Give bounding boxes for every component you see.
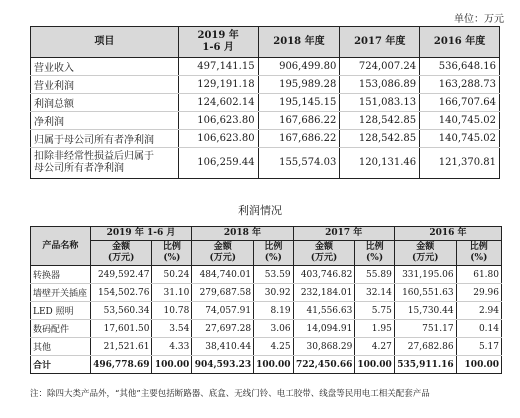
table-cell: 128,542.85	[340, 130, 420, 148]
table-cell: 38,410.44	[192, 338, 254, 356]
table-cell: 904,593.23	[192, 356, 254, 374]
column-header: 2016 年度	[420, 27, 500, 58]
table-cell: 4.25	[254, 338, 293, 356]
table-cell: 166,707.64	[420, 94, 500, 112]
table-cell: 155,574.03	[258, 148, 340, 179]
table-cell: 167,686.22	[258, 112, 340, 130]
table-cell: 32.14	[355, 284, 394, 302]
column-header: 2019 年 1-6 月	[178, 27, 258, 58]
row-label: 利润总额	[31, 94, 179, 112]
table-cell: 106,623.80	[178, 130, 258, 148]
row-label: 数码配件	[31, 320, 91, 338]
table-cell: 106,623.80	[178, 112, 258, 130]
table-cell: 279,687.58	[192, 284, 254, 302]
table-cell: 140,745.02	[420, 130, 500, 148]
row-label: 其他	[31, 338, 91, 356]
ratio-header: 比例 (%)	[355, 241, 394, 266]
amount-header: 金额 (万元)	[192, 241, 254, 266]
table-cell: 74,057.91	[192, 302, 254, 320]
table-cell: 160,551.63	[394, 284, 456, 302]
table-cell: 496,778.69	[90, 356, 152, 374]
table-cell: 100.00	[152, 356, 192, 374]
table-cell: 484,740.01	[192, 266, 254, 284]
row-label: 营业利润	[31, 76, 179, 94]
row-label: LED 照明	[31, 302, 91, 320]
table-cell: 50.24	[152, 266, 192, 284]
table-cell: 154,502.76	[90, 284, 152, 302]
row-label: 转换器	[31, 266, 91, 284]
table-cell: 55.89	[355, 266, 394, 284]
table-caption: 利润情况	[238, 204, 282, 217]
table-cell: 27,697.28	[192, 320, 254, 338]
table-cell: 4.27	[355, 338, 394, 356]
table-row	[31, 94, 500, 112]
table-row	[31, 266, 502, 284]
table-cell: 5.75	[355, 302, 394, 320]
table-cell: 100.00	[254, 356, 293, 374]
row-label: 扣除非经常性损益后归属于 母公司所有者净利润	[31, 148, 179, 179]
ratio-header: 比例 (%)	[152, 241, 192, 266]
table-cell: 2.94	[456, 302, 501, 320]
table-cell: 751.17	[394, 320, 456, 338]
table-cell: 10.78	[152, 302, 192, 320]
row-label: 净利润	[31, 112, 179, 130]
table-cell: 140,745.02	[420, 112, 500, 130]
profit-table	[30, 26, 500, 179]
table-cell: 29.96	[456, 284, 501, 302]
table-cell: 31.10	[152, 284, 192, 302]
amount-header: 金额 (万元)	[90, 241, 152, 266]
table-cell: 41,556.63	[293, 302, 355, 320]
column-header: 产品名称	[31, 227, 91, 266]
row-label: 合计	[31, 356, 91, 374]
table-cell: 124,602.14	[178, 94, 258, 112]
amount-header: 金额 (万元)	[293, 241, 355, 266]
table-cell: 61.80	[456, 266, 501, 284]
profit-table-header-row	[31, 27, 500, 58]
table-cell: 724,007.24	[340, 58, 420, 76]
product-table-subheader-row	[31, 241, 502, 266]
table-cell: 30,868.29	[293, 338, 355, 356]
table-cell: 14,094.91	[293, 320, 355, 338]
table-cell: 232,184.01	[293, 284, 355, 302]
row-label: 营业收入	[31, 58, 179, 76]
table-cell: 163,288.73	[420, 76, 500, 94]
table-cell: 21,521.61	[90, 338, 152, 356]
table-cell: 5.17	[456, 338, 501, 356]
table-cell: 906,499.80	[258, 58, 340, 76]
table-cell: 331,195.06	[394, 266, 456, 284]
table-cell: 535,911.16	[394, 356, 456, 374]
table-cell: 167,686.22	[258, 130, 340, 148]
table-cell: 128,542.85	[340, 112, 420, 130]
table-cell: 151,083.13	[340, 94, 420, 112]
amount-header: 金额 (万元)	[394, 241, 456, 266]
footnote: 注：除四大类产品外，“其他”主要包括断路器、底盒、无线门铃、电工胶带、线盘等民用电工相关配套产品	[30, 389, 430, 399]
table-cell: 121,370.81	[420, 148, 500, 179]
table-cell: 403,746.82	[293, 266, 355, 284]
table-cell: 120,131.46	[340, 148, 420, 179]
table-row	[31, 320, 502, 338]
row-label: 墙壁开关插座	[31, 284, 91, 302]
table-cell: 106,259.44	[178, 148, 258, 179]
table-cell: 195,145.15	[258, 94, 340, 112]
row-label: 归属于母公司所有者净利润	[31, 130, 179, 148]
table-cell: 195,989.28	[258, 76, 340, 94]
table-row	[31, 338, 502, 356]
table-cell: 3.06	[254, 320, 293, 338]
period-header: 2017 年	[293, 227, 394, 241]
table-cell: 8.19	[254, 302, 293, 320]
table-cell: 27,682.86	[394, 338, 456, 356]
table-row	[31, 302, 502, 320]
table-cell: 30.92	[254, 284, 293, 302]
table-cell: 100.00	[355, 356, 394, 374]
table-row	[31, 284, 502, 302]
ratio-header: 比例 (%)	[254, 241, 293, 266]
table-row	[31, 76, 500, 94]
unit-label: 单位：万元	[454, 14, 504, 25]
table-cell: 497,141.15	[178, 58, 258, 76]
table-cell: 17,601.50	[90, 320, 152, 338]
ratio-header: 比例 (%)	[456, 241, 501, 266]
table-row	[31, 148, 500, 179]
column-header: 2018 年度	[258, 27, 340, 58]
table-cell: 249,592.47	[90, 266, 152, 284]
table-row	[31, 58, 500, 76]
table-cell: 536,648.16	[420, 58, 500, 76]
table-cell: 4.33	[152, 338, 192, 356]
table-row	[31, 130, 500, 148]
table-cell: 53,560.34	[90, 302, 152, 320]
table-cell: 53.59	[254, 266, 293, 284]
column-header: 项目	[31, 27, 179, 58]
table-cell: 100.00	[456, 356, 501, 374]
product-table	[30, 226, 502, 374]
table-cell: 1.95	[355, 320, 394, 338]
table-cell: 129,191.18	[178, 76, 258, 94]
column-header: 2017 年度	[340, 27, 420, 58]
period-header: 2016 年	[394, 227, 501, 241]
table-cell: 722,450.66	[293, 356, 355, 374]
table-cell: 153,086.89	[340, 76, 420, 94]
period-header: 2018 年	[192, 227, 293, 241]
table-cell: 3.54	[152, 320, 192, 338]
table-cell: 15,730.44	[394, 302, 456, 320]
period-header: 2019 年 1-6 月	[90, 227, 192, 241]
product-table-header-row	[31, 227, 502, 241]
table-cell: 0.14	[456, 320, 501, 338]
total-row	[31, 356, 502, 374]
table-row	[31, 112, 500, 130]
